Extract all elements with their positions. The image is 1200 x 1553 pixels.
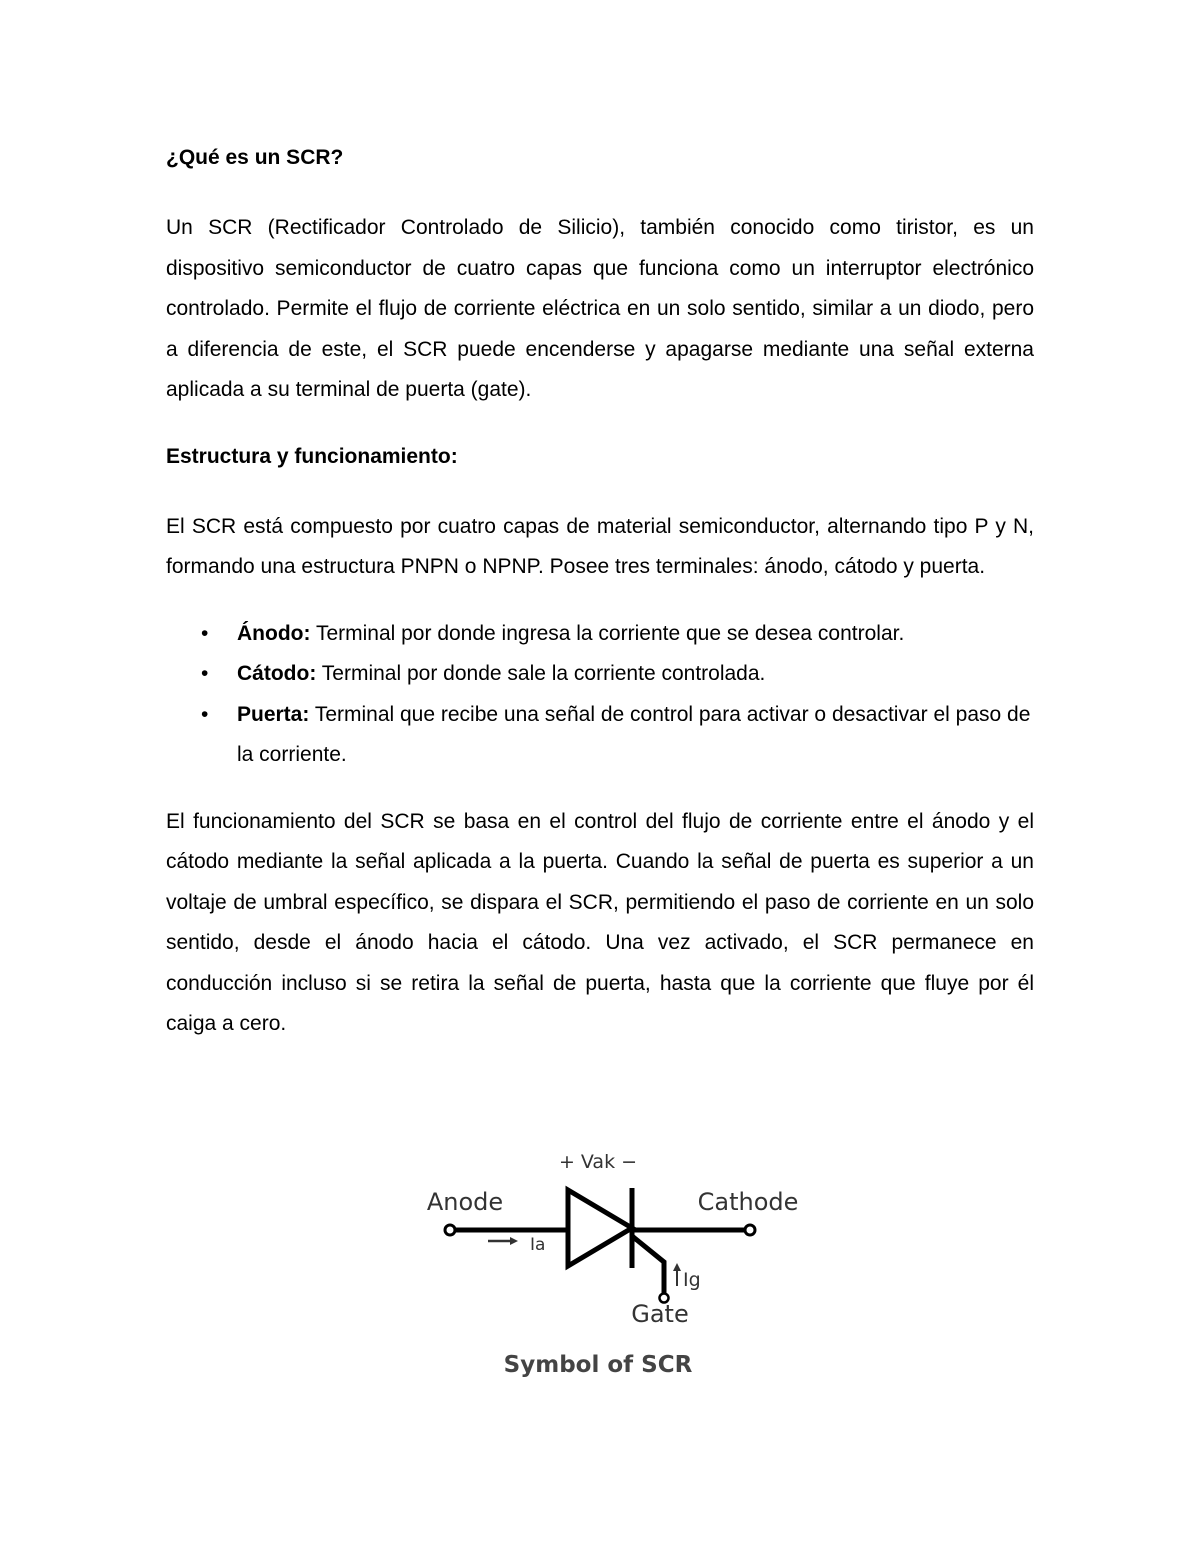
bullet-icon: • <box>201 702 209 726</box>
structure-paragraph: El SCR está compuesto por cuatro capas de material semiconductor, alternando tipo P y N, formando una estructura PNPN o NPNP. Posee tres terminales: ánodo, cátodo y puerta. <box>166 514 1034 578</box>
intro-paragraph: Un SCR (Rectificador Controlado de Silicio), también conocido como tiristor, es un dispositivo semiconductor de cuatro capas que funciona como un interruptor electrónico controlado. Permite el flujo de corriente eléctrica en un solo sentido, similar a un diodo, pero a diferencia de este, el SCR puede encenderse y apagarse mediante una señal externa aplicada a su terminal de puerta (gate). <box>166 216 1034 401</box>
spacer <box>166 776 1034 802</box>
gate-label: Gate <box>631 1300 689 1328</box>
spacer <box>166 477 1034 507</box>
ia-arrowhead-icon <box>510 1237 518 1245</box>
document-title: ¿Qué es un SCR? <box>166 146 344 169</box>
list-item-gate <box>166 695 1034 776</box>
document-body <box>166 138 1034 1045</box>
anode-terminal-icon <box>445 1225 455 1235</box>
term-description: Terminal por donde sale la corriente controlada. <box>316 662 766 685</box>
spacer <box>166 588 1034 614</box>
term-label: Cátodo: <box>237 662 317 685</box>
ig-label: Ig <box>683 1269 701 1291</box>
ia-label: Ia <box>530 1235 546 1255</box>
figure-caption: Symbol of SCR <box>503 1352 693 1378</box>
term-label: Ánodo: <box>237 621 311 645</box>
spacer <box>166 178 1034 208</box>
scr-symbol-figure <box>410 1140 810 1390</box>
spacer <box>166 411 1034 437</box>
scr-symbol-diagram <box>410 1140 810 1390</box>
list-item-anode <box>166 614 1034 655</box>
operation-paragraph: El funcionamiento del SCR se basa en el control del flujo de corriente entre el ánodo y el cátodo mediante la señal aplicada a la puerta. Cuando la señal de puerta es superior a un voltaje de umbral específico, se dispara el SCR, permitiendo el paso de corriente en un solo sentido, desde el ánodo hacia el cátodo. Una vez activado, el SCR permanece en conducción incluso si se retira la señal de puerta, hasta que la corriente que fluye por él caiga a cero. <box>166 809 1034 1035</box>
term-label: Puerta: <box>237 702 310 726</box>
term-description: Terminal que recibe una señal de control para activar o desactivar el paso de la corriente. <box>237 702 1031 766</box>
anode-label: Anode <box>426 1188 504 1216</box>
gate-wire <box>632 1236 664 1293</box>
cathode-label: Cathode <box>697 1188 799 1216</box>
ig-arrowhead-icon <box>673 1263 681 1271</box>
bullet-icon: • <box>201 662 209 685</box>
diode-triangle-icon <box>568 1190 632 1266</box>
cathode-terminal-icon <box>745 1225 755 1235</box>
vak-label: + Vak − <box>558 1151 638 1173</box>
section-heading: Estructura y funcionamiento: <box>166 444 458 468</box>
bullet-icon: • <box>201 621 209 645</box>
term-description: Terminal por donde ingresa la corriente que se desea controlar. <box>310 621 905 645</box>
terminal-list <box>166 614 1034 776</box>
list-item-cathode <box>166 654 1034 695</box>
